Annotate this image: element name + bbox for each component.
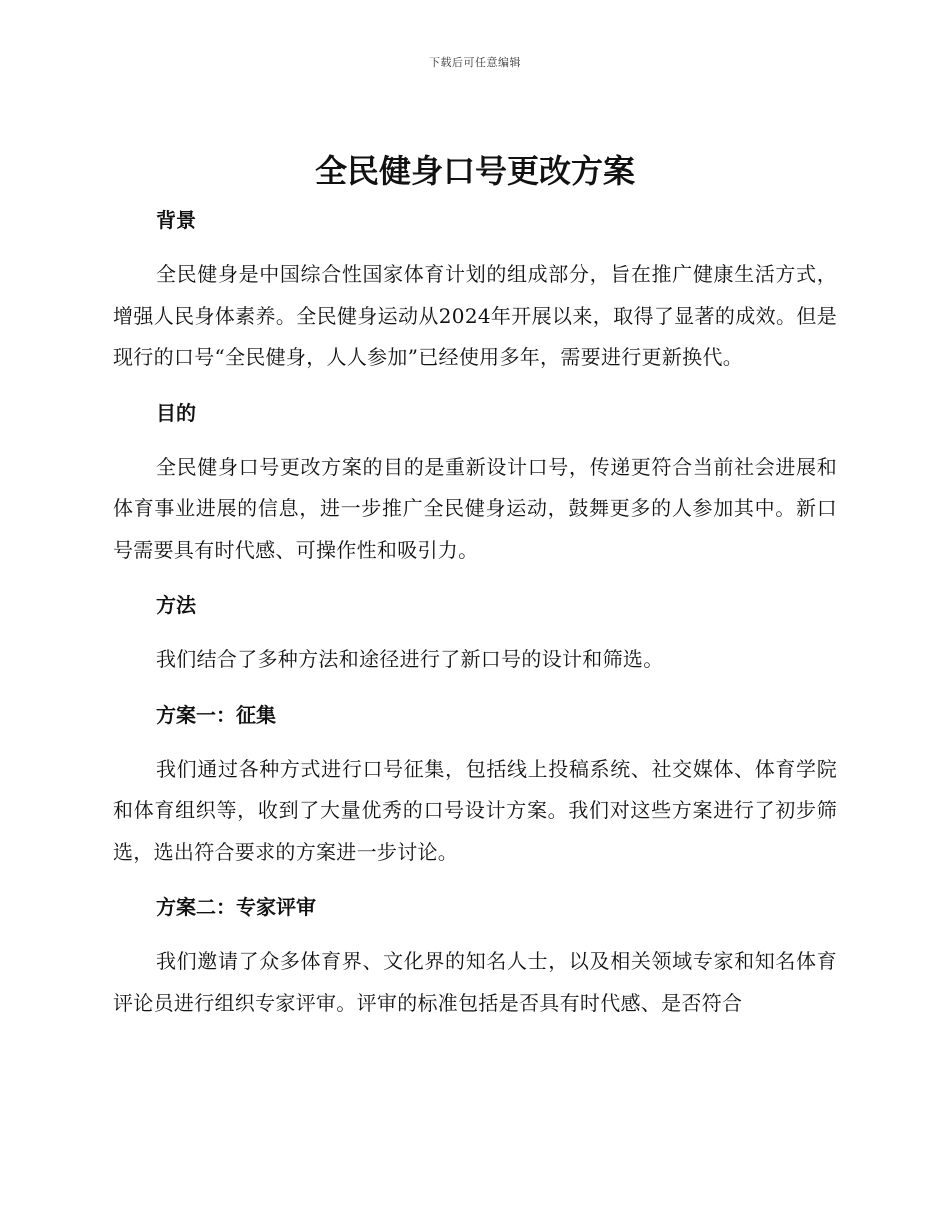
paragraph: 全民健身口号更改方案的目的是重新设计口号，传递更符合当前社会进展和体育事业进展的信息，进一步推广全民健身运动，鼓舞更多的人参加其中。新口号需要具有时代感、可操作性和吸引力。 bbox=[113, 454, 837, 562]
paragraph: 我们结合了多种方法和途径进行了新口号的设计和筛选。 bbox=[156, 647, 664, 671]
document-body bbox=[113, 200, 837, 1038]
section-purpose bbox=[113, 393, 837, 572]
section-plan-one bbox=[113, 695, 837, 874]
section-heading: 背景 bbox=[156, 208, 196, 232]
section-method bbox=[113, 585, 837, 681]
section-plan-two bbox=[113, 887, 837, 1024]
paragraph: 我们通过各种方式进行口号征集，包括线上投稿系统、社交媒体、体育学院和体育组织等，收到了大量优秀的口号设计方案。我们对这些方案进行了初步筛选，选出符合要求的方案进一步讨论。 bbox=[113, 756, 837, 864]
paragraph: 我们邀请了众多体育界、文化界的知名人士，以及相关领域专家和知名体育评论员进行组织专家评审。评审的标准包括是否具有时代感、是否符合 bbox=[113, 949, 837, 1015]
section-heading: 方案一：征集 bbox=[156, 702, 276, 727]
paragraph: 全民健身是中国综合性国家体育计划的组成部分，旨在推广健康生活方式，增强人民身体素养。全民健身运动从2024年开展以来，取得了显著的成效。但是现行的口号“全民健身，人人参加”已经使用多年，需要进行更新换代。 bbox=[113, 262, 837, 369]
section-background bbox=[113, 200, 837, 379]
page-header-note: 下载后可任意编辑 bbox=[429, 56, 521, 69]
section-heading: 目的 bbox=[156, 400, 196, 425]
section-heading: 方案二：专家评审 bbox=[156, 895, 316, 919]
section-heading: 方法 bbox=[156, 593, 196, 617]
document-title: 全民健身口号更改方案 bbox=[314, 152, 635, 190]
